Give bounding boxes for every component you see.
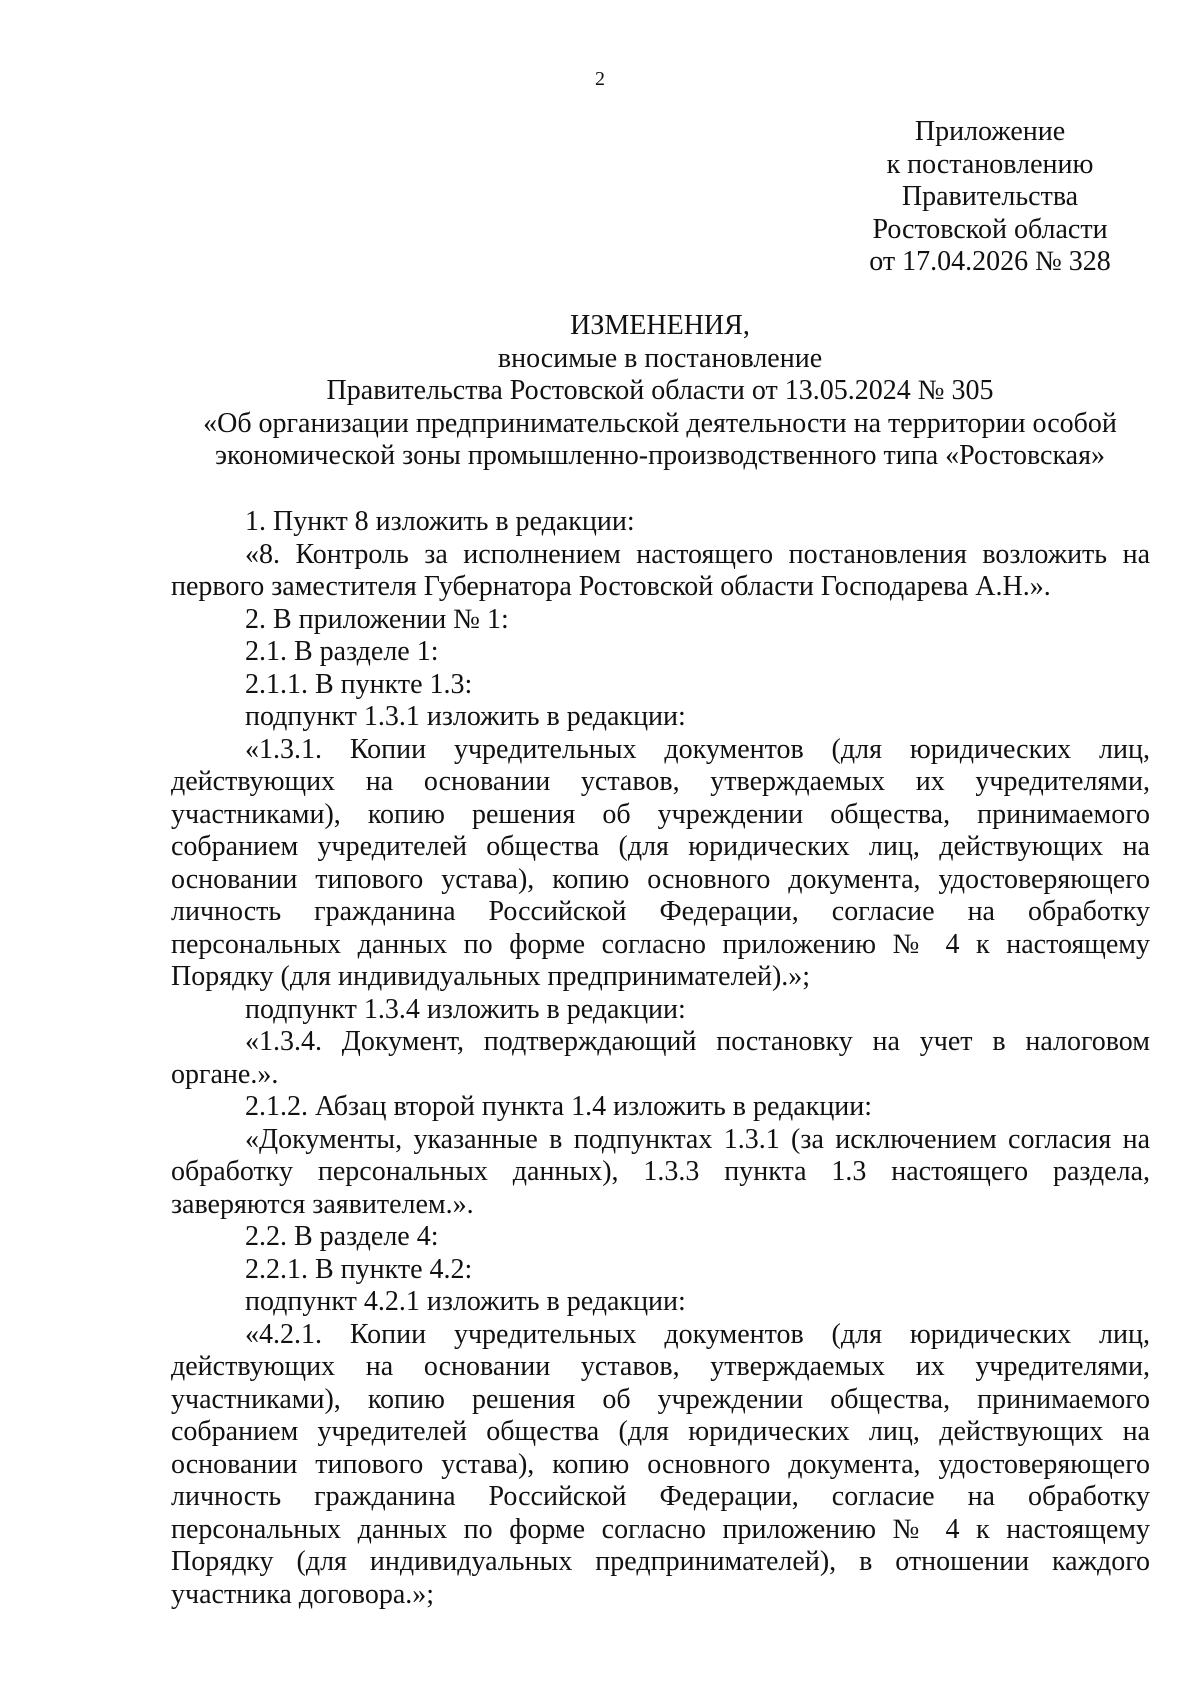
paragraph-14: подпункт 4.2.1 изложить в редакции: <box>245 1286 686 1317</box>
appendix-line-3: Правительства <box>901 181 1079 212</box>
document-body <box>171 506 1150 1611</box>
paragraph-7: «1.3.1. Копии учредительных документов (для юридических лиц, действующих на основании уставов, утверждаемых их учредителями, участниками), копию решения об учреждении общества, принимаемого собранием учредителей общества (для юридических лиц, действующих на основании типового устава), копию основного документа, удостоверяющего личность гражданина Российской Федерации, согласие на обработку персональных данных по форме согласно приложению № 4 к настоящему Порядку (для индивидуальных предпринимателей).»; <box>171 733 1150 992</box>
title-line-5: экономической зоны промышленно-производственного типа «Ростовская» <box>215 440 1105 471</box>
paragraph-8: подпункт 1.3.4 изложить в редакции: <box>245 993 686 1025</box>
paragraph-10: 2.1.2. Абзац второй пункта 1.4 изложить в редакции: <box>245 1091 873 1122</box>
paragraph-5: 2.1.1. В пункте 1.3: <box>245 668 473 700</box>
title-line-2: вносимые в постановление <box>497 342 823 374</box>
title-line-4: «Об организации предпринимательской деятельности на территории особой <box>203 407 1117 439</box>
paragraph-4: 2.1. В разделе 1: <box>245 636 439 667</box>
page-number: 2 <box>595 68 605 90</box>
paragraph-1: 1. Пункт 8 изложить в редакции: <box>245 506 635 537</box>
paragraph-2: «8. Контроль за исполнением настоящего постановления возложить на первого заместителя Губернатора Ростовской области Господарева А.Н.». <box>171 538 1150 602</box>
paragraph-15: «4.2.1. Копии учредительных документов (для юридических лиц, действующих на основании уставов, утверждаемых их учредителями, участниками), копию решения об учреждении общества, принимаемого собранием учредителей общества (для юридических лиц, действующих на основании типового устава), копию основного документа, удостоверяющего личность гражданина Российской Федерации, согласие на обработку персональных данных по форме согласно приложению № 4 к настоящему Порядку (для индивидуальных предпринимателей), в отношении каждого участника договора.»; <box>171 1318 1150 1610</box>
appendix-line-2: к постановлению <box>886 148 1094 180</box>
appendix-line-4: Ростовской области <box>872 213 1108 245</box>
document-title <box>160 310 1160 473</box>
paragraph-11: «Документы, указанные в подпунктах 1.3.1 (за исключением согласия на обработку персональных данных), 1.3.3 пункта 1.3 настоящего раздела, заверяются заявителем.». <box>171 1123 1150 1220</box>
title-line-3: Правительства Ростовской области от 13.05.2024 № 305 <box>326 375 994 406</box>
paragraph-3: 2. В приложении № 1: <box>245 603 509 635</box>
paragraph-6: подпункт 1.3.1 изложить в редакции: <box>245 701 686 732</box>
paragraph-13: 2.2.1. В пункте 4.2: <box>245 1253 473 1285</box>
paragraph-12: 2.2. В разделе 4: <box>245 1221 439 1252</box>
appendix-line-1: Приложение <box>914 116 1066 147</box>
appendix-line-5: от 17.04.2026 № 328 <box>869 246 1111 277</box>
appendix-block <box>850 116 1130 279</box>
paragraph-9: «1.3.4. Документ, подтверждающий постановку на учет в налоговом органе.». <box>171 1026 1150 1090</box>
title-heading: ИЗМЕНЕНИЯ, <box>570 310 750 341</box>
